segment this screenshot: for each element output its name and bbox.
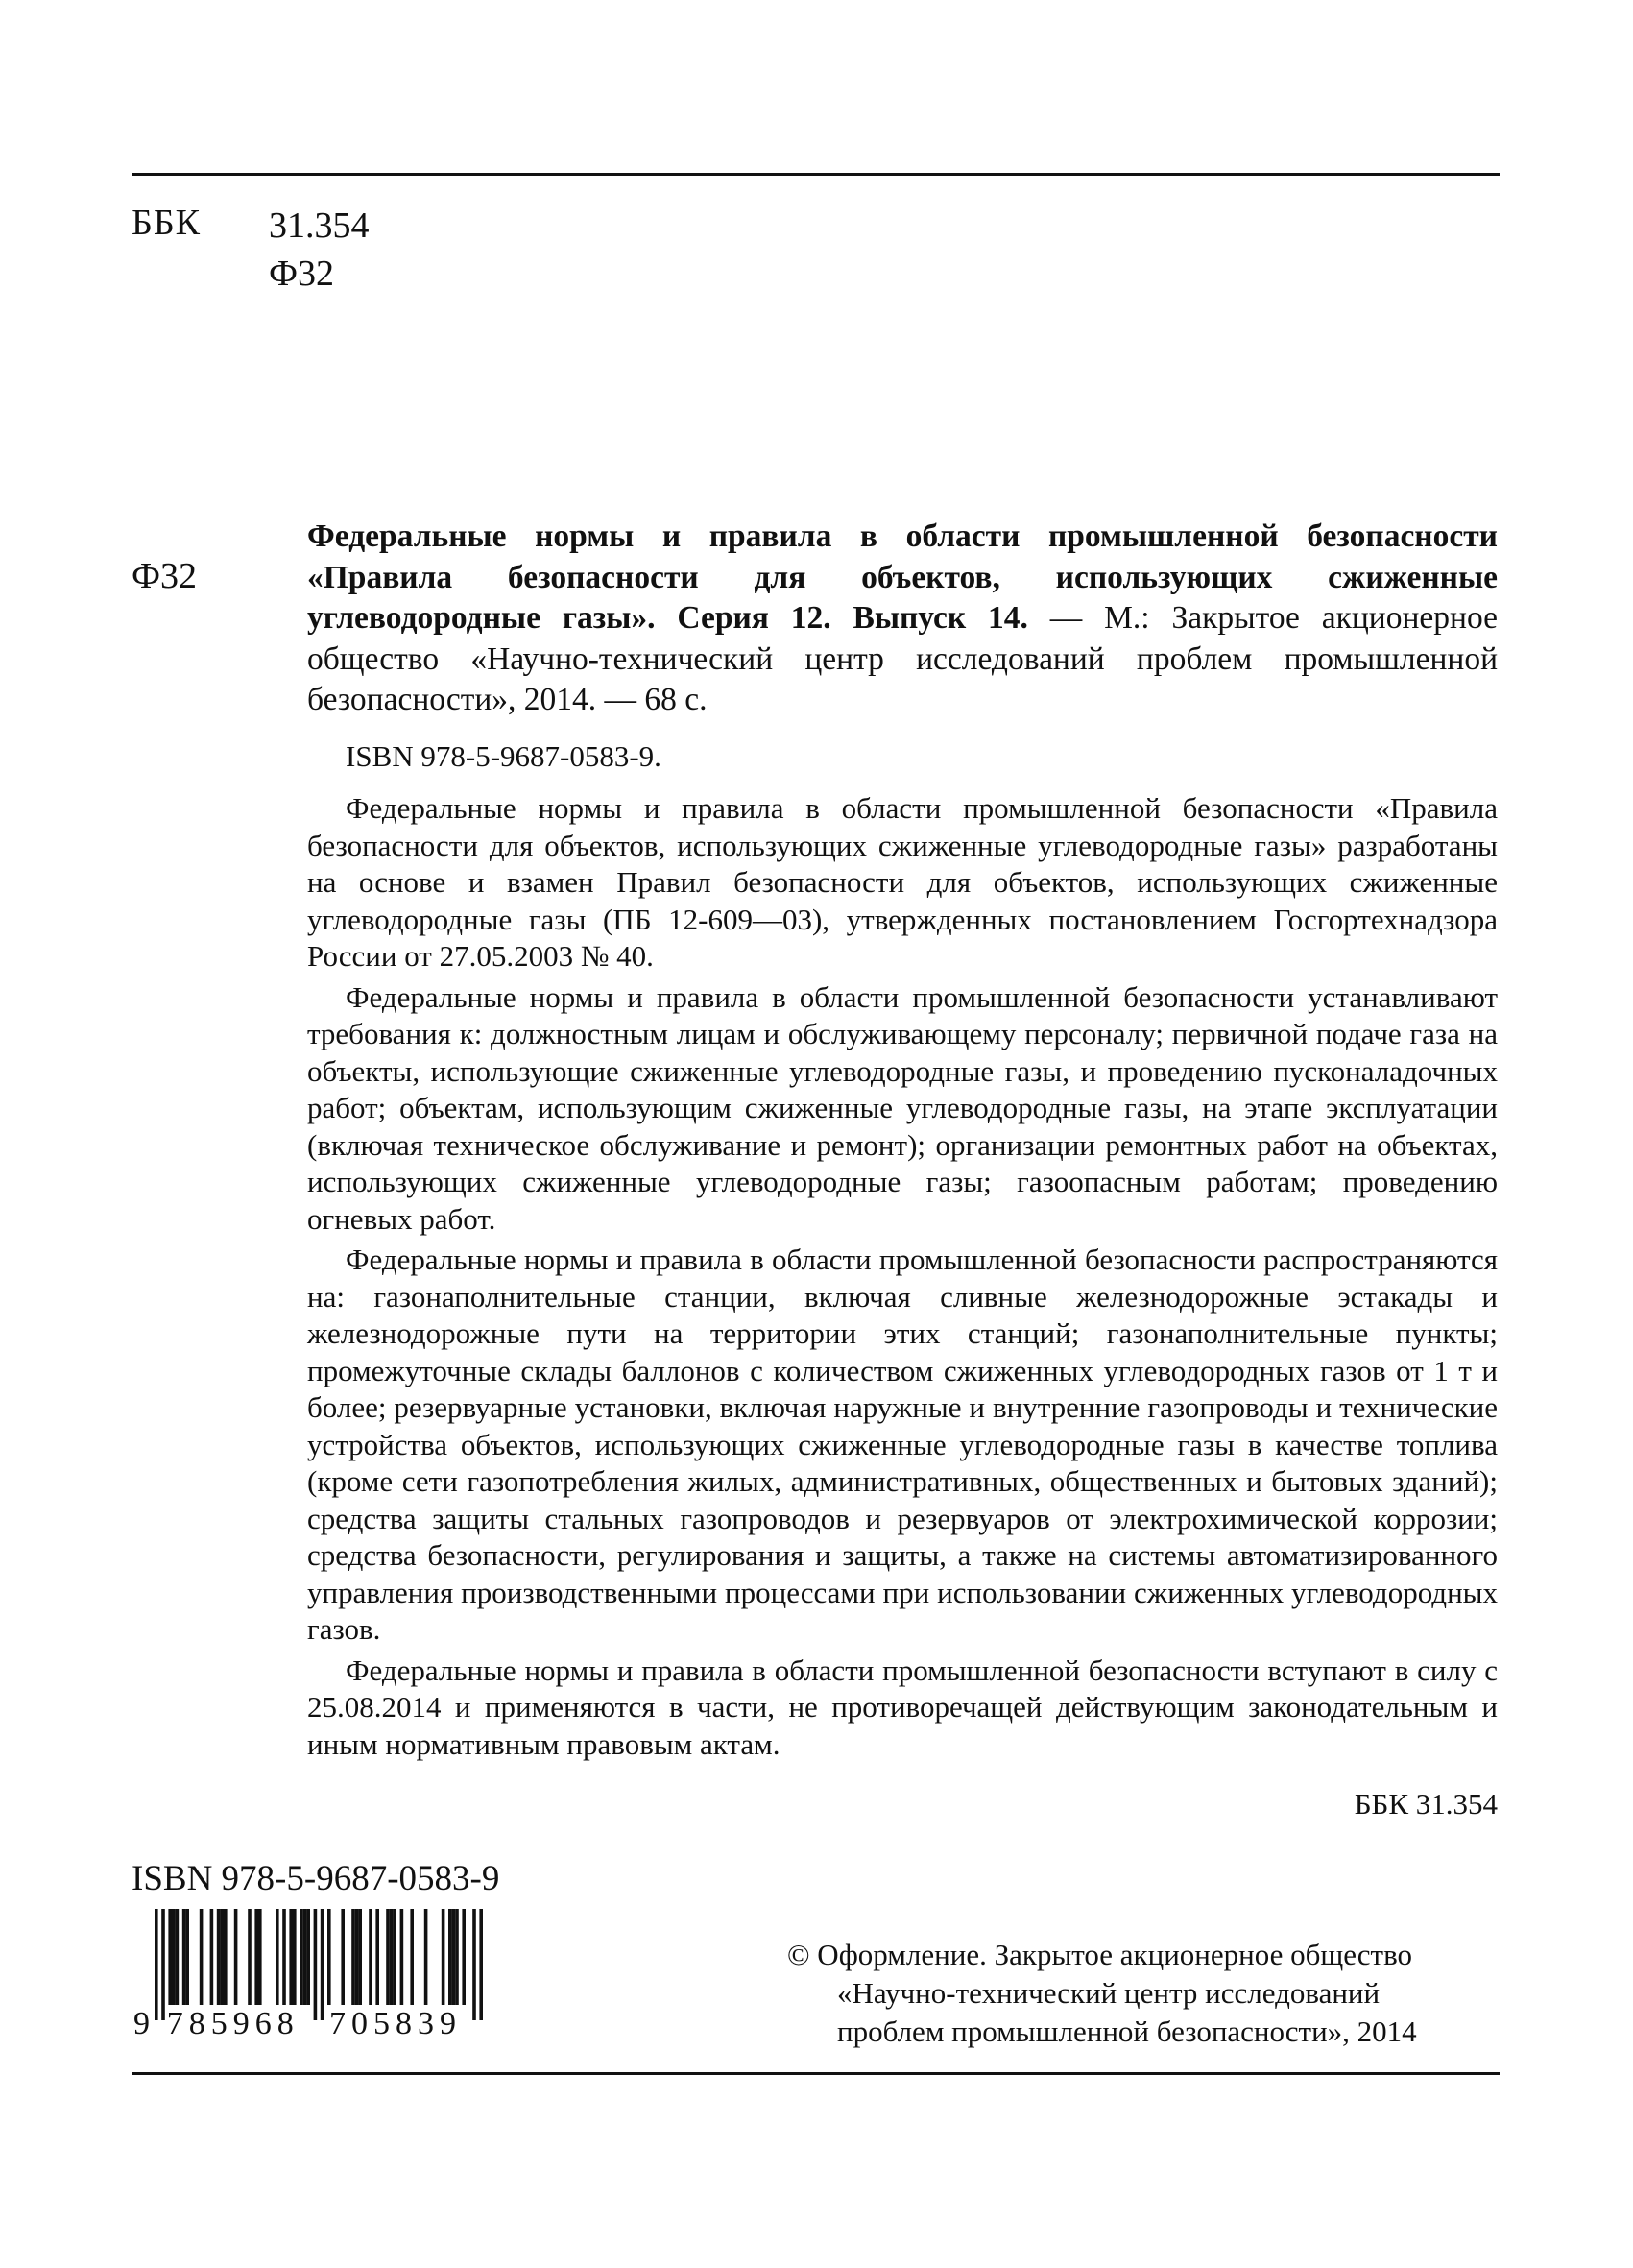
barcode-bar — [400, 1909, 404, 2005]
barcode-bar — [176, 1909, 180, 2005]
barcode-digits: 785968 — [166, 2006, 300, 2041]
barcode-bar — [341, 1909, 345, 2005]
barcode-bar — [448, 1909, 452, 2005]
abstract-paragraph: Федеральные нормы и правила в области промышленной безопасности «Правила безопасности для объектов, использующих сжиженные углеводородные газы» разработаны на основе и взамен Правил безопасности для объектов, использующих сжиженные углеводородные газы (ПБ 12-609—03), утвержденных постановлением Госгортехнадзора России от 27.05.2003 № 40. — [307, 791, 1498, 973]
citation-imprint: — М.: Закрытое акционерное общество «Научно-технический центр исследований проблем промышленной безопасности», 2014. — 68 с. — [307, 600, 1498, 717]
annotation-block — [307, 517, 1498, 1825]
isbn-barcode-block — [132, 1858, 554, 2041]
barcode-bar — [217, 1909, 221, 2005]
barcode-guard-bar — [479, 1909, 483, 2020]
bottom-rule — [132, 2072, 1500, 2075]
copyright-notice — [787, 1936, 1498, 2051]
abstract-paragraph: Федеральные нормы и правила в области промышленной безопасности распространяются на: газонаполнительные станции, включая сливные железнодорожные эстакады и железнодорожные пути на территории этих станций; газонаполнительные пункты; промежуточные склады баллонов с количеством сжиженных углеводородных газов от 1 т и более; резервуарные установки, включая наружные и внутренние газопроводы и технические устройства объектов, использующих сжиженные углеводородные газы в качестве топлива (кроме сети газопотребления жилых, административных, общественных и бытовых зданий); средства защиты стальных газопроводов и резервуаров от электрохимической коррозии; средства безопасности, регулирования и защиты, а также на системы автоматизированного управления производственными процессами при использовании сжиженных углеводородных газов. — [307, 1243, 1498, 1646]
bbk-footer: ББК 31.354 — [1354, 1787, 1498, 1821]
barcode-bar — [303, 1909, 307, 2005]
barcode-digits: 705839 — [329, 2006, 462, 2041]
barcode-bar — [282, 1909, 286, 2005]
barcode-bar — [369, 1909, 372, 2005]
barcode-bar — [424, 1909, 428, 2005]
bbk-code: 31.354 — [269, 205, 370, 246]
abstract-paragraph: Федеральные нормы и правила в области промышленной безопасности вступают в силу с 25.08.2014 и применяются в части, не противоречащей действующим законодательным и иным нормативным правовым актам. — [307, 1653, 1498, 1761]
barcode-bar — [182, 1909, 186, 2005]
barcode-bar — [234, 1909, 238, 2005]
barcode — [132, 1907, 544, 2041]
barcode-bar — [351, 1909, 355, 2005]
barcode-bar — [172, 1909, 176, 2005]
barcode-bar — [386, 1909, 390, 2005]
bibliographic-citation — [307, 517, 1498, 721]
barcode-guard-bar — [161, 1909, 165, 2020]
barcode-bar — [168, 1909, 172, 2005]
barcode-bar — [300, 1909, 303, 2005]
barcode-bar — [276, 1909, 279, 2005]
barcode-guard-bar — [155, 1909, 158, 2020]
barcode-bar — [375, 1909, 379, 2005]
copyright-line: «Научно-технический центр исследований — [837, 1976, 1381, 2010]
barcode-bar — [210, 1909, 214, 2005]
bbk-label: ББК — [132, 203, 201, 243]
barcode-bar — [390, 1909, 394, 2005]
barcode-bar — [258, 1909, 262, 2005]
bbk-classification — [269, 202, 370, 298]
barcode-bar — [455, 1909, 459, 2005]
barcode-bar — [393, 1909, 396, 2005]
barcode-bar — [410, 1909, 414, 2005]
barcode-bar — [358, 1909, 362, 2005]
barcode-bar — [306, 1909, 310, 2005]
citation-title: Федеральные нормы и правила в области промышленной безопасности «Правила безопасности для объектов, использующих сжиженные углеводородные газы». Серия 12. Выпуск 14. — [307, 519, 1498, 636]
barcode-bar — [452, 1909, 456, 2005]
barcode-bar — [327, 1909, 331, 2005]
barcode-bar — [355, 1909, 359, 2005]
barcode-bar — [224, 1909, 228, 2005]
barcode-guard-bar — [472, 1909, 476, 2020]
barcode-guard-bar — [314, 1909, 318, 2020]
isbn-text: ISBN 978-5-9687-0583-9 — [132, 1859, 500, 1898]
side-author-mark: Ф32 — [132, 556, 198, 596]
barcode-bar — [220, 1909, 224, 2005]
author-mark: Ф32 — [269, 253, 335, 294]
top-rule — [132, 173, 1500, 176]
copyright-line: проблем промышленной безопасности», 2014 — [837, 2015, 1417, 2048]
isbn-line: ISBN 978-5-9687-0583-9. — [346, 738, 661, 773]
barcode-bar — [462, 1909, 466, 2005]
barcode-bar — [185, 1909, 189, 2005]
copyright-line: © Оформление. Закрытое акционерное общество — [787, 1938, 1413, 1971]
barcode-bar — [289, 1909, 293, 2005]
barcode-bar — [254, 1909, 258, 2005]
barcode-bar — [200, 1909, 204, 2005]
abstract-body — [307, 790, 1498, 1763]
barcode-bar — [442, 1909, 445, 2005]
barcode-bar — [293, 1909, 297, 2005]
barcode-guard-bar — [321, 1909, 324, 2020]
abstract-paragraph: Федеральные нормы и правила в области промышленной безопасности устанавливают требования к: должностным лицам и обслуживающему персоналу; первичной подаче газа на объекты, использующие сжиженные углеводородные газы, и проведению пусконаладочных работ; объектам, использующим сжиженные углеводородные газы, на этапе эксплуатации (включая техническое обслуживание и ремонт); организации ремонтных работ на объектах, использующих сжиженные углеводородные газы; газоопасным работам; проведению огневых работ. — [307, 979, 1498, 1236]
barcode-bar — [248, 1909, 252, 2005]
barcode-digits: 9 — [133, 2006, 156, 2041]
